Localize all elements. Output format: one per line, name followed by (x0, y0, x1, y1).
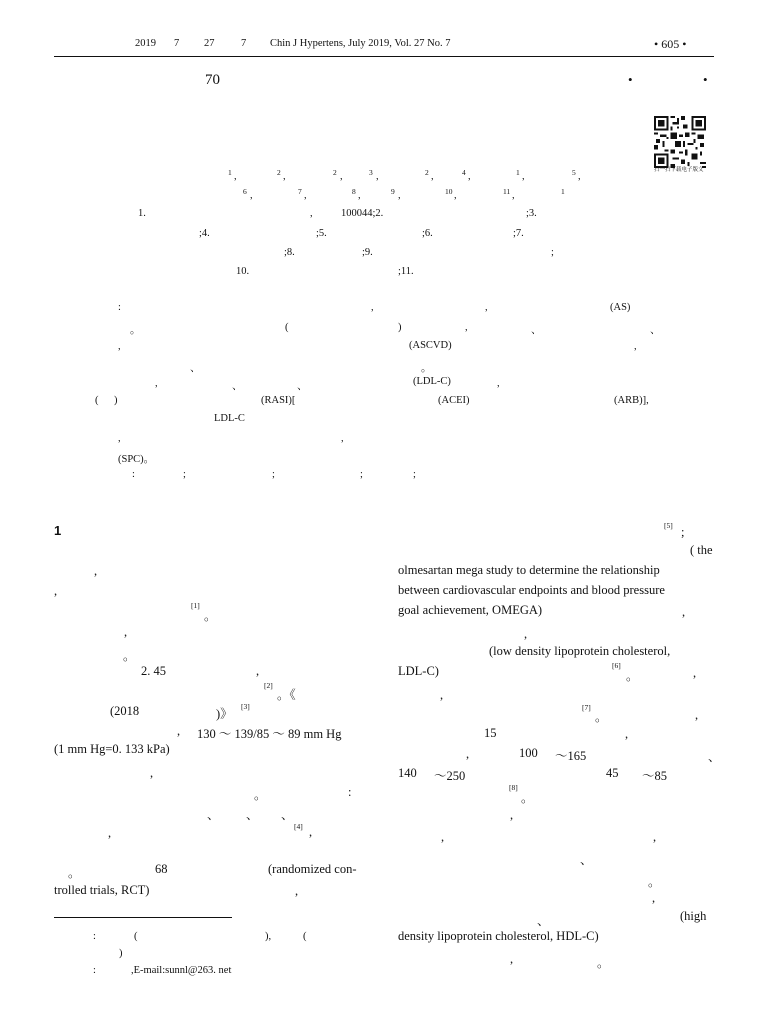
abstract-fragment: 、 (190, 363, 201, 374)
body-fragment: , (150, 766, 154, 780)
body-fragment: , (693, 666, 697, 680)
author-sep: , (431, 171, 434, 182)
abstract-fragment: , (118, 341, 121, 352)
affiliation-fragment: 1. (138, 208, 146, 219)
abstract-fragment: ( (95, 395, 99, 406)
body-fragment: 。 (521, 791, 534, 805)
abstract-fragment: 、 (650, 325, 661, 336)
body-fragment: 、 (708, 750, 721, 764)
body-fragment: ( the (690, 543, 713, 557)
body-fragment: , (309, 825, 313, 839)
footnote-rule (54, 917, 232, 918)
author-sep: , (512, 190, 515, 201)
citation-ref: [8] (509, 783, 518, 792)
body-fragment: , (94, 564, 98, 578)
header-month: 7 (174, 38, 180, 49)
author-sep: , (283, 171, 286, 182)
affiliation-fragment: ;7. (513, 228, 524, 239)
body-fragment: ; (681, 525, 685, 539)
body-fragment: , (695, 708, 699, 722)
author-sep: , (376, 171, 379, 182)
title-dot: • (628, 72, 633, 87)
abstract-fragment: (ACEI) (438, 395, 470, 406)
body-fragment: (1 mm Hg=0. 133 kPa) (54, 742, 170, 756)
author-sup: 1 (228, 168, 232, 177)
author-sep: , (340, 171, 343, 182)
author-sep: , (522, 171, 525, 182)
body-fragment: 。 (595, 710, 608, 724)
abstract-fragment: (AS) (610, 302, 631, 313)
author-sep: , (304, 190, 307, 201)
affiliation-fragment: ;9. (362, 247, 373, 258)
abstract-fragment: 。 (130, 325, 141, 336)
body-fragment: , (177, 724, 181, 738)
author-sup: 4 (462, 168, 466, 177)
qr-code-icon (654, 116, 706, 168)
author-sep: , (234, 171, 237, 182)
abstract-fragment: ( (285, 322, 289, 333)
affiliation-fragment: 10. (236, 266, 250, 277)
affiliation-fragment: 100044;2. (341, 208, 384, 219)
body-fragment: (low density lipoprotein cholesterol, (489, 644, 671, 658)
body-fragment: 、 (281, 808, 294, 822)
citation-ref: [5] (664, 521, 673, 530)
footnote-fragment: ( (134, 931, 138, 942)
affiliation-fragment: ;5. (316, 228, 327, 239)
citation-ref: [7] (582, 703, 591, 712)
author-sep: , (250, 190, 253, 201)
footnote-email: ,E-mail:sunnl@263. net (131, 965, 232, 976)
body-fragment: , (441, 830, 445, 844)
body-fragment: 、 (207, 808, 220, 822)
body-fragment: , (466, 747, 470, 761)
abstract-fragment: , (497, 378, 500, 389)
body-fragment: , (510, 952, 514, 966)
author-sup: 1 (561, 187, 565, 196)
citation-ref: [1] (191, 601, 200, 610)
body-fragment: goal achievement, OMEGA) (398, 603, 543, 617)
header-citation: Chin J Hypertens, July 2019, Vol. 27 No. 7 (270, 38, 451, 49)
qr-caption: 扫一扫下载电子版文 (654, 167, 704, 173)
abstract-fragment: (ARB)], (614, 395, 649, 406)
abstract-fragment: , (155, 378, 158, 389)
body-fragment: , (295, 884, 299, 898)
abstract-fragment: LDL-C (214, 413, 245, 424)
body-fragment: , (108, 826, 112, 840)
body-fragment: 。《 (277, 688, 296, 702)
affiliation-fragment: ;8. (284, 247, 295, 258)
author-sup: 2 (333, 168, 337, 177)
abstract-fragment: (RASI)[ (261, 395, 296, 406)
abstract-fragment: ) (398, 322, 402, 333)
body-fragment: olmesartan mega study to determine the relationship (398, 563, 660, 577)
body-fragment: 。 (254, 788, 267, 802)
body-fragment: density lipoprotein cholesterol, HDL-C) (398, 929, 599, 943)
author-sep: , (468, 171, 471, 182)
author-sep: , (454, 190, 457, 201)
citation-ref: [3] (241, 702, 250, 711)
abstract-fragment: (LDL-C) (413, 376, 451, 387)
author-sep: , (358, 190, 361, 201)
abstract-fragment: (ASCVD) (409, 340, 452, 351)
body-fragment: LDL-C) (398, 664, 439, 678)
affiliation-fragment: ;11. (398, 266, 414, 277)
author-sup: 9 (391, 187, 395, 196)
body-fragment: 130 ～ 139/85 ～ 89 mm Hg (197, 727, 342, 741)
keywords-fragment: ; (413, 469, 416, 480)
author-sup: 6 (243, 187, 247, 196)
body-fragment: 。 (68, 866, 81, 880)
citation-ref: [6] (612, 661, 621, 670)
keywords-fragment: ; (183, 469, 186, 480)
abstract-fragment: (SPC)。 (118, 454, 155, 465)
abstract-fragment: 、 (232, 381, 243, 392)
body-fragment: 45 (606, 766, 619, 780)
author-sup: 5 (572, 168, 576, 177)
abstract-fragment: ) (114, 395, 118, 406)
body-fragment: , (256, 664, 260, 678)
footnote-fragment: ) (119, 948, 123, 959)
body-fragment: 。 (204, 609, 217, 623)
footnote-fragment: : (93, 965, 96, 976)
body-fragment: 、 (246, 808, 259, 822)
body-fragment: ～85 (642, 769, 668, 783)
body-fragment: : (348, 785, 352, 799)
body-fragment: , (652, 891, 656, 905)
article-title-number: 70 (205, 72, 220, 88)
affiliation-fragment: ;3. (526, 208, 537, 219)
abstract-fragment: , (341, 433, 344, 444)
body-fragment: , (653, 830, 657, 844)
author-sup: 7 (298, 187, 302, 196)
page-number: • 605 • (654, 37, 687, 51)
author-sup: 11 (503, 187, 511, 196)
body-fragment: , (440, 688, 444, 702)
author-sup: 2 (425, 168, 429, 177)
keywords-fragment: : (132, 469, 135, 480)
author-sep: , (398, 190, 401, 201)
body-fragment: , (54, 584, 58, 598)
body-fragment: 。 (123, 649, 136, 663)
author-sup: 10 (445, 187, 453, 196)
author-sup: 2 (277, 168, 281, 177)
body-fragment: , (510, 808, 514, 822)
author-sep: , (578, 171, 581, 182)
body-fragment: ～165 (555, 749, 587, 763)
body-fragment: trolled trials, RCT) (54, 883, 150, 897)
author-sup: 3 (369, 168, 373, 177)
body-fragment: 15 (484, 726, 497, 740)
body-fragment: (randomized con- (268, 862, 357, 876)
affiliation-fragment: , (310, 208, 313, 219)
abstract-fragment: 、 (297, 381, 308, 392)
body-fragment: 2. 45 (141, 664, 166, 678)
author-sup: 1 (516, 168, 520, 177)
body-fragment: 100 (519, 746, 538, 760)
body-fragment: 。 (597, 956, 610, 970)
footnote-fragment: ( (303, 931, 307, 942)
affiliation-fragment: ;4. (199, 228, 210, 239)
keywords-fragment: ; (272, 469, 275, 480)
footnote-fragment: : (93, 931, 96, 942)
abstract-fragment: , (371, 302, 374, 313)
body-fragment: ～250 (434, 769, 466, 783)
abstract-fragment: : (118, 302, 121, 313)
header-volume: 27 (204, 38, 215, 49)
body-fragment: , (124, 625, 128, 639)
abstract-fragment: , (465, 322, 468, 333)
body-fragment: , (625, 727, 629, 741)
title-dot: • (703, 72, 708, 87)
citation-ref: [4] (294, 822, 303, 831)
body-fragment: 。 (626, 669, 639, 683)
body-fragment: (2018 (110, 704, 140, 718)
body-fragment: 140 (398, 766, 417, 780)
keywords-fragment: ; (360, 469, 363, 480)
author-sup: 8 (352, 187, 356, 196)
affiliation-fragment: ;6. (422, 228, 433, 239)
body-fragment: between cardiovascular endpoints and blood pressure (398, 583, 665, 597)
header-year: 2019 (135, 38, 156, 49)
body-fragment: 、 (537, 914, 550, 928)
body-fragment: 、 (580, 853, 593, 867)
body-fragment: 68 (155, 862, 168, 876)
section-number: 1 (54, 523, 62, 538)
footnote-fragment: ), (265, 931, 272, 942)
abstract-fragment: , (634, 341, 637, 352)
body-fragment: , (682, 605, 686, 619)
abstract-fragment: 、 (531, 325, 542, 336)
body-fragment: , (524, 627, 528, 641)
body-fragment: 。 (648, 875, 661, 889)
body-fragment: )》 (216, 707, 233, 721)
body-fragment: (high (680, 909, 707, 923)
affiliation-fragment: ; (551, 247, 554, 258)
header-issue: 7 (241, 38, 247, 49)
header-rule (54, 56, 714, 57)
abstract-fragment: 。 (421, 363, 432, 374)
citation-ref: [2] (264, 681, 273, 690)
abstract-fragment: , (485, 302, 488, 313)
abstract-fragment: , (118, 433, 121, 444)
